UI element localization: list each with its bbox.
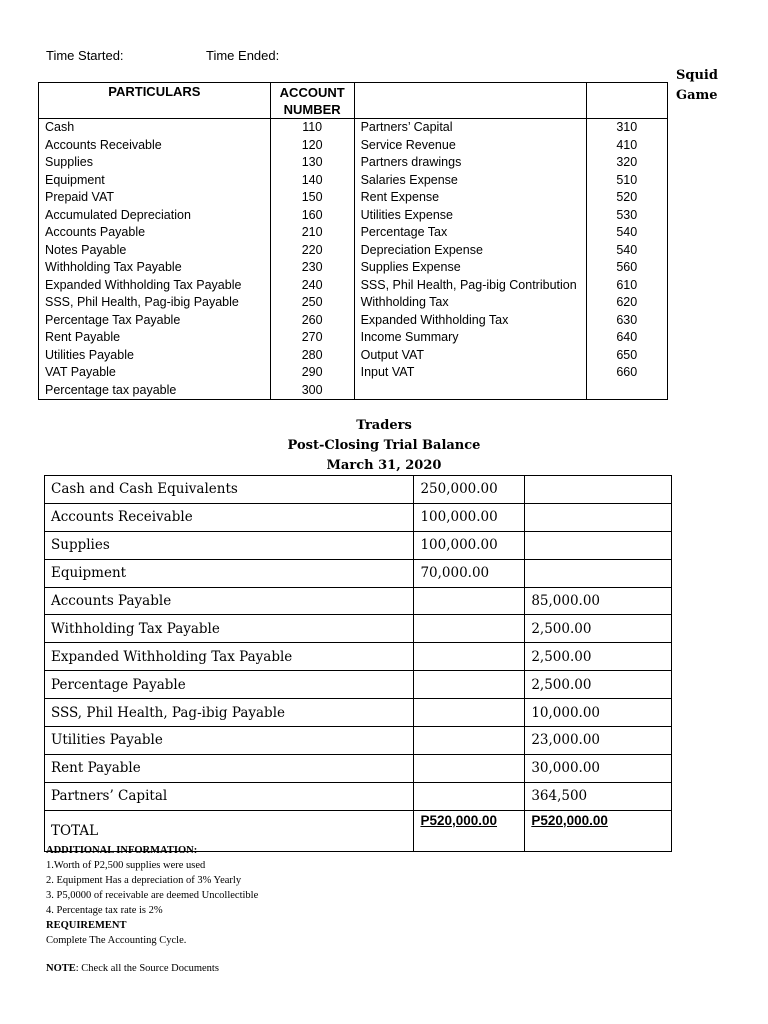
trial-balance-body <box>45 476 672 811</box>
col-particulars: PARTICULARS <box>39 83 271 119</box>
chart-row <box>39 294 668 312</box>
account-number <box>586 382 667 400</box>
account-name: Partners’ Capital <box>354 119 586 137</box>
side-title <box>676 66 718 106</box>
total-credit: P520,000.00 <box>525 810 672 851</box>
note-line <box>46 961 258 976</box>
debit-amount: 250,000.00 <box>414 476 525 504</box>
info-item-1: 1.Worth of P2,500 supplies were used <box>46 860 206 871</box>
debit-amount <box>414 782 525 810</box>
table-row <box>45 531 672 559</box>
account-number: 650 <box>586 347 667 365</box>
account-name: Rent Payable <box>39 329 271 347</box>
account-number: 240 <box>270 277 354 295</box>
credit-amount: 23,000.00 <box>525 727 672 755</box>
account-name: Utilities Payable <box>39 347 271 365</box>
account-number: 320 <box>586 154 667 172</box>
time-ended-label: Time Ended: <box>206 48 280 63</box>
table-row <box>45 643 672 671</box>
account-number: 270 <box>270 329 354 347</box>
col-particulars-2 <box>354 83 586 119</box>
table-row <box>45 727 672 755</box>
total-debit: P520,000.00 <box>414 810 525 851</box>
debit-amount <box>414 699 525 727</box>
table-row <box>45 587 672 615</box>
report-date: March 31, 2020 <box>326 458 442 473</box>
chart-row <box>39 154 668 172</box>
account-name: Accounts Payable <box>45 587 414 615</box>
trial-balance-table <box>44 475 672 852</box>
account-name: Accounts Payable <box>39 224 271 242</box>
requirement-heading: REQUIREMENT <box>46 920 127 931</box>
account-name: Partners’ Capital <box>45 782 414 810</box>
account-name: Percentage Payable <box>45 671 414 699</box>
account-number: 110 <box>270 119 354 137</box>
account-name: Percentage Tax Payable <box>39 312 271 330</box>
account-number: 610 <box>586 277 667 295</box>
chart-row <box>39 364 668 382</box>
account-number: 410 <box>586 137 667 155</box>
debit-amount: 100,000.00 <box>414 531 525 559</box>
credit-amount <box>525 476 672 504</box>
credit-amount: 10,000.00 <box>525 699 672 727</box>
account-number: 540 <box>586 224 667 242</box>
credit-amount: 364,500 <box>525 782 672 810</box>
account-number: 640 <box>586 329 667 347</box>
chart-row <box>39 259 668 277</box>
account-name: Prepaid VAT <box>39 189 271 207</box>
col-account-number-2 <box>586 83 667 119</box>
account-number: 530 <box>586 207 667 225</box>
account-name: Utilities Payable <box>45 727 414 755</box>
account-name: Output VAT <box>354 347 586 365</box>
info-item-3: 3. P5,0000 of receivable are deemed Uncollectible <box>46 890 259 901</box>
account-name: Supplies <box>39 154 271 172</box>
account-name: Income Summary <box>354 329 586 347</box>
chart-row <box>39 382 668 400</box>
account-name: Partners drawings <box>354 154 586 172</box>
debit-amount <box>414 754 525 782</box>
credit-amount: 30,000.00 <box>525 754 672 782</box>
credit-amount: 2,500.00 <box>525 643 672 671</box>
account-name: Service Revenue <box>354 137 586 155</box>
account-name: Input VAT <box>354 364 586 382</box>
account-number: 620 <box>586 294 667 312</box>
account-number: 310 <box>586 119 667 137</box>
account-name: Supplies <box>45 531 414 559</box>
credit-amount <box>525 503 672 531</box>
chart-row <box>39 329 668 347</box>
account-name: Salaries Expense <box>354 172 586 190</box>
chart-of-accounts-table <box>38 82 668 400</box>
account-number: 290 <box>270 364 354 382</box>
table-row <box>45 559 672 587</box>
note-text: : Check all the Source Documents <box>75 963 219 974</box>
account-number: 660 <box>586 364 667 382</box>
account-name: Expanded Withholding Tax <box>354 312 586 330</box>
chart-row <box>39 277 668 295</box>
credit-amount: 2,500.00 <box>525 671 672 699</box>
debit-amount <box>414 587 525 615</box>
account-name: Notes Payable <box>39 242 271 260</box>
debit-amount <box>414 727 525 755</box>
total-label: TOTAL <box>45 810 414 851</box>
trial-balance-header <box>0 416 768 476</box>
table-row <box>45 503 672 531</box>
account-name: Equipment <box>39 172 271 190</box>
col-account-number <box>270 83 354 119</box>
chart-body <box>39 119 668 400</box>
account-name <box>354 382 586 400</box>
account-number: 150 <box>270 189 354 207</box>
info-item-4: 4. Percentage tax rate is 2% <box>46 905 163 916</box>
chart-row <box>39 207 668 225</box>
account-number: 300 <box>270 382 354 400</box>
account-number: 510 <box>586 172 667 190</box>
account-number: 280 <box>270 347 354 365</box>
account-name: Expanded Withholding Tax Payable <box>45 643 414 671</box>
account-name: Rent Expense <box>354 189 586 207</box>
account-number: 210 <box>270 224 354 242</box>
account-number: 250 <box>270 294 354 312</box>
requirement-text: Complete The Accounting Cycle. <box>46 935 187 946</box>
credit-amount <box>525 559 672 587</box>
account-name: Supplies Expense <box>354 259 586 277</box>
account-name: Utilities Expense <box>354 207 586 225</box>
debit-amount <box>414 671 525 699</box>
chart-row <box>39 119 668 137</box>
account-name: VAT Payable <box>39 364 271 382</box>
account-number: 120 <box>270 137 354 155</box>
report-title: Post-Closing Trial Balance <box>287 438 481 453</box>
account-name: Percentage Tax <box>354 224 586 242</box>
account-name: Accounts Receivable <box>45 503 414 531</box>
account-number: 160 <box>270 207 354 225</box>
note-label: NOTE <box>46 963 76 974</box>
chart-row <box>39 137 668 155</box>
debit-amount <box>414 643 525 671</box>
credit-amount: 2,500.00 <box>525 615 672 643</box>
notes-section <box>46 843 258 976</box>
company-name: Traders <box>356 418 412 433</box>
account-number: 520 <box>586 189 667 207</box>
col-account-line1: ACCOUNT <box>279 84 345 100</box>
account-number: 140 <box>270 172 354 190</box>
account-name: SSS, Phil Health, Pag-ibig Contribution <box>354 277 586 295</box>
table-row <box>45 671 672 699</box>
side-title-line2: Game <box>676 88 718 103</box>
account-number: 230 <box>270 259 354 277</box>
account-name: Depreciation Expense <box>354 242 586 260</box>
account-number: 540 <box>586 242 667 260</box>
account-number: 560 <box>586 259 667 277</box>
table-row <box>45 782 672 810</box>
additional-info-heading: ADDITIONAL INFORMATION: <box>46 845 198 856</box>
debit-amount: 70,000.00 <box>414 559 525 587</box>
chart-row <box>39 312 668 330</box>
chart-row <box>39 172 668 190</box>
side-title-line1: Squid <box>676 68 718 83</box>
table-row <box>45 615 672 643</box>
account-number: 130 <box>270 154 354 172</box>
account-name: Cash and Cash Equivalents <box>45 476 414 504</box>
account-name: Rent Payable <box>45 754 414 782</box>
chart-row <box>39 224 668 242</box>
account-name: Accumulated Depreciation <box>39 207 271 225</box>
account-number: 220 <box>270 242 354 260</box>
table-row <box>45 754 672 782</box>
account-number: 260 <box>270 312 354 330</box>
account-name: SSS, Phil Health, Pag-ibig Payable <box>45 699 414 727</box>
account-name: Equipment <box>45 559 414 587</box>
col-account-line2: NUMBER <box>283 101 341 117</box>
account-name: Cash <box>39 119 271 137</box>
account-number: 630 <box>586 312 667 330</box>
chart-row <box>39 189 668 207</box>
debit-amount: 100,000.00 <box>414 503 525 531</box>
debit-amount <box>414 615 525 643</box>
chart-row <box>39 242 668 260</box>
account-name: Accounts Receivable <box>39 137 271 155</box>
account-name: Expanded Withholding Tax Payable <box>39 277 271 295</box>
chart-row <box>39 347 668 365</box>
account-name: Withholding Tax Payable <box>39 259 271 277</box>
account-name: Withholding Tax Payable <box>45 615 414 643</box>
account-name: Percentage tax payable <box>39 382 271 400</box>
time-started-label: Time Started: <box>46 48 124 63</box>
info-item-2: 2. Equipment Has a depreciation of 3% Yearly <box>46 875 242 886</box>
account-name: SSS, Phil Health, Pag-ibig Payable <box>39 294 271 312</box>
account-name: Withholding Tax <box>354 294 586 312</box>
credit-amount: 85,000.00 <box>525 587 672 615</box>
chart-header-row <box>39 83 668 119</box>
table-row <box>45 699 672 727</box>
credit-amount <box>525 531 672 559</box>
table-row <box>45 476 672 504</box>
